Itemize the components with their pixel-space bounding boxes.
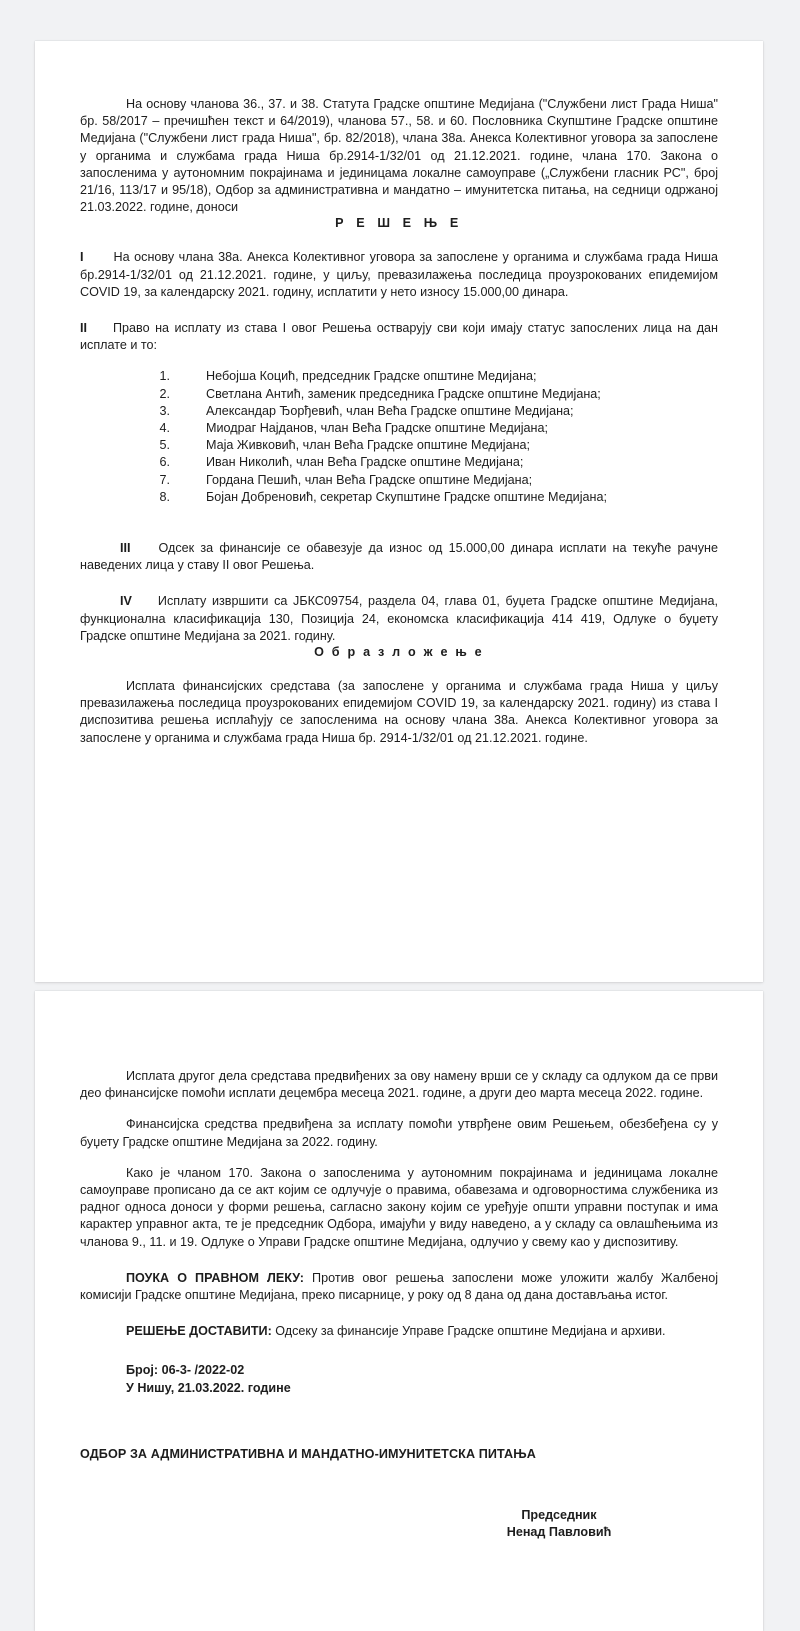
list-item xyxy=(124,472,718,489)
legal-remedy-text: Против овог решења запослени може уложити жалбу Жалбеној комисији Градске општине Медијана, преко писарнице, у року од 8 дана од дана достављања истог. xyxy=(80,1270,718,1303)
page-title: Р Е Ш Е Њ Е xyxy=(335,216,463,231)
list-item-label: Бојан Добреновић, секретар Скупштине Градске општине Медијана; xyxy=(206,489,607,504)
place-date-line: У Нишу, 21.03.2022. године xyxy=(126,1380,291,1395)
list-item-number: 3. xyxy=(159,403,170,418)
committee-name: ОДБОР ЗА АДМИНИСТРАТИВНА И МАНДАТНО-ИМУНИТЕТСКА ПИТАЊА xyxy=(80,1446,536,1461)
page2-paragraph-2: Финансијска средства предвиђена за исплату помоћи утврђене овим Решењем, обезбеђена су у буџету Градске општине Медијана за 2022. годину. xyxy=(80,1117,718,1149)
legal-remedy-paragraph xyxy=(80,1270,718,1304)
list-item-number: 6. xyxy=(159,455,170,470)
list-item-label: Миодраг Најданов, члан Већа Градске општине Медијана; xyxy=(206,421,548,436)
deliver-text: Одсеку за финансије Управе Градске општине Медијана и архиви. xyxy=(271,1324,666,1339)
deliver-label: РЕШЕЊЕ ДОСТАВИТИ: xyxy=(126,1324,272,1339)
section-4-roman: IV xyxy=(120,594,132,609)
list-item xyxy=(124,386,718,403)
deliver-paragraph xyxy=(80,1323,718,1340)
list-item xyxy=(124,437,718,454)
list-item-number: 4. xyxy=(159,421,170,436)
list-item-label: Гордана Пешић, члан Већа Градске општине Медијана; xyxy=(206,472,533,487)
list-item xyxy=(124,403,718,420)
list-item xyxy=(124,454,718,471)
document-page-1 xyxy=(35,41,763,982)
persons-list xyxy=(124,368,718,506)
list-item-number: 2. xyxy=(159,386,170,401)
list-item-number: 8. xyxy=(159,489,170,504)
section-3-roman: III xyxy=(120,541,131,556)
legal-remedy-label: ПОУКА О ПРАВНОМ ЛЕКУ: xyxy=(126,1270,304,1285)
explanation-heading: О б р а з л о ж е њ е xyxy=(314,645,484,660)
section-3-text: Одсек за финансије се обавезује да износ од 15.000,00 динара исплати на текуће рачуне наведених лица у ставу II овог Решења. xyxy=(80,541,718,573)
president-label: Председник xyxy=(521,1507,597,1522)
page2-paragraph-1: Исплата другог дела средстава предвиђених за ову намену врши се у складу са одлуком да се први део финансијске помоћи исплати децембра месеца 2021. године, а други део марта месеца 2022. године. xyxy=(80,1069,718,1101)
list-item-label: Иван Николић, члан Већа Градске општине Медијана; xyxy=(206,455,524,470)
page2-paragraph-3: Како је чланом 170. Закона о запосленима у аутономним покрајинама и јединицама локалне самоуправе прописано да се акт којим се одлучује о правима, обавезама и одговорностима службеника из радног односа доноси у форми решења, сагласно закону којим се уређује општи управни поступак и има карактер управног акта, те је председник Одбора, имајући у виду наведено, а у складу са овлашћењима из чланова 9., 11. и 19. Одлуке о Управи Градске општине Медијана, одлучио у свему као у диспозитиву. xyxy=(80,1165,718,1249)
list-item-number: 7. xyxy=(159,472,170,487)
section-1-text: На основу члана 38а. Анекса Колективног уговора за запослене у органима и службама града Ниша бр.2914-1/32/01 од 21.12.2021. године, у циљу, превазилажења последица проузрокованих епидемијом COVID 19, за календарску 2021. годину, исплатити у нето износу 15.000,00 динара. xyxy=(80,250,718,299)
president-name: Ненад Павловић xyxy=(506,1525,612,1540)
section-3-paragraph xyxy=(80,540,718,574)
list-item xyxy=(124,368,718,385)
section-1-roman: I xyxy=(80,250,84,265)
list-item-label: Маја Живковић, члан Већа Градске општине Медијана; xyxy=(206,438,531,453)
list-item-number: 1. xyxy=(159,369,170,384)
document-number-line: Број: 06-3- /2022-02 xyxy=(126,1363,245,1378)
explanation-paragraph: Исплата финансијских средстава (за запослене у органима и службама града Ниша у циљу превазилажења последица проузрокованих епидемијом COVID 19, за календарску 2021. годину) из става I диспозитива решења исплаћују се запосленима на основу члана 38а. Анекса Колективног уговора за запослене у органима и службама града Ниша бр. 2914-1/32/01 од 21.12.2021. године. xyxy=(80,679,718,745)
document-page-2 xyxy=(35,991,763,1631)
persons-list-wrapper xyxy=(80,368,718,506)
section-4-paragraph xyxy=(80,593,718,645)
section-1-paragraph xyxy=(80,249,718,301)
section-4-text: Исплату извршити са ЈБКС09754, раздела 04, глава 01, буџета Градске општине Медијана, функционална класификација 130, Позиција 24, економска класификација 414 419, Одлуке о буџету Градске општине Медијана за 2021. годину. xyxy=(80,594,718,643)
list-item-label: Небојша Коцић, председник Градске општине Медијана; xyxy=(206,369,537,384)
list-item xyxy=(124,489,718,506)
list-item-number: 5. xyxy=(159,438,170,453)
list-item-label: Светлана Антић, заменик председника Градске општине Медијана; xyxy=(206,386,601,401)
preamble-paragraph: На основу чланова 36., 37. и 38. Статута Градске општине Медијана ("Службени лист Града Ниша" бр. 58/2017 – пречишћен текст и 64/2019), чланова 57., 58. и 60. Пословника Скупштине Градске општине Медијана ("Службени лист града Ниша", бр. 82/2018), члана 38а. Анекса Колективног уговора за запослене у органима и службама града Ниша бр.2914-1/32/01 од 21.12.2021. године, члана 170. Закона о запосленима у аутономним покрајинама и јединицама локалне самоуправе („Службени гласник РС", број 21/16, 113/17 и 95/18), Одбор за административна и мандатно – имунитетска питања, на седници одржаној 21.03.2022. године, доноси xyxy=(80,97,718,215)
list-item xyxy=(124,420,718,437)
list-item-label: Александар Ђорђевић, члан Већа Градске општине Медијана; xyxy=(206,403,574,418)
section-2-roman: II xyxy=(80,321,87,336)
section-2-text: Право на исплату из става I овог Решења остварују сви који имају статус запослених лица на дан исплате и то: xyxy=(80,321,718,353)
section-2-paragraph xyxy=(80,320,718,354)
reference-block xyxy=(80,1362,718,1396)
signature-block xyxy=(80,1507,718,1541)
